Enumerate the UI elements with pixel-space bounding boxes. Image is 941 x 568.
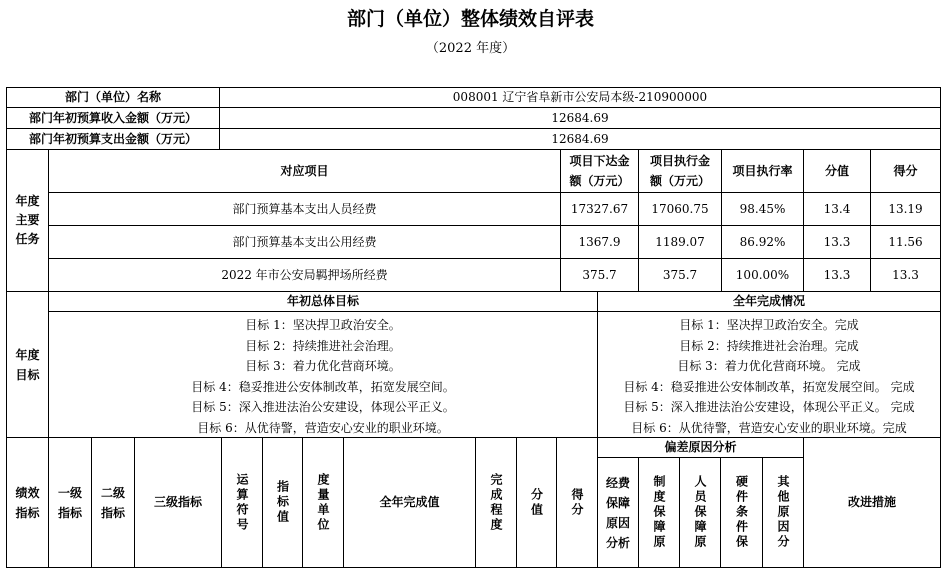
task-row-score-value: 13.4 (803, 192, 871, 226)
ind-operator-header: 运算符号 (221, 437, 263, 568)
task-row-executed: 17060.75 (638, 192, 722, 226)
indicators-section-label: 绩效指标 (6, 437, 49, 568)
unit-income-label: 部门年初预算收入金额（万元） (6, 107, 220, 129)
deviation-col-personnel: 人员保障原 (679, 457, 721, 568)
ind-score-header: 得分 (556, 437, 598, 568)
goal-item: 目标 2：持续推进社会治理。 (245, 338, 401, 353)
unit-name-label: 部门（单位）名称 (6, 87, 220, 108)
task-row-score: 11.56 (870, 225, 941, 259)
goals-completion-list (597, 311, 941, 438)
task-row-executed: 375.7 (638, 258, 722, 292)
tasks-section-label (6, 149, 49, 292)
completion-item: 目标 4：稳妥推进公安体制改革，拓宽发展空间。 完成 (623, 379, 915, 394)
goals-initial-header: 年初总体目标 (48, 291, 598, 312)
task-row-score: 13.3 (870, 258, 941, 292)
completion-item: 目标 2：持续推进社会治理。完成 (679, 338, 859, 353)
unit-expense-value: 12684.69 (219, 128, 941, 150)
ind-score-value-header: 分值 (516, 437, 557, 568)
task-row-score-value: 13.3 (803, 225, 871, 259)
goals-completion-header: 全年完成情况 (597, 291, 941, 312)
completion-item: 目标 1：坚决捍卫政治安全。完成 (679, 318, 859, 332)
task-row-rate: 98.45% (721, 192, 804, 226)
unit-name-value: 008001 辽宁省阜新市公安局本级-210900000 (219, 87, 941, 108)
ind-level1-header: 一级指标 (48, 437, 92, 568)
deviation-col-system: 制度保障原 (638, 457, 680, 568)
deviation-col-other: 其他原因分 (762, 457, 804, 568)
goal-item: 目标 3：着力优化营商环境。 (245, 359, 401, 373)
page-year: （2022 年度） (425, 41, 516, 56)
unit-expense-label: 部门年初预算支出金额（万元） (6, 128, 220, 150)
task-row-project: 2022 年市公安局羁押场所经费 (48, 258, 561, 292)
task-row-project: 部门预算基本支出公用经费 (48, 225, 561, 259)
ind-level3-header: 三级指标 (134, 437, 222, 568)
ind-target-header: 指标值 (262, 437, 303, 568)
task-row-score: 13.19 (870, 192, 941, 226)
tasks-header-rate: 项目执行率 (721, 149, 804, 193)
completion-item: 目标 5：深入推进法治公安建设，体现公平正义。 完成 (623, 400, 915, 414)
tasks-header-executed: 项目执行金额（万元） (638, 149, 722, 193)
task-row-allocated: 17327.67 (560, 192, 639, 226)
deviation-header: 偏差原因分析 (597, 437, 804, 458)
goals-section-label (6, 291, 49, 438)
ind-degree-header: 完成程度 (475, 437, 517, 568)
goals-section-label-text: 年度目标 (15, 347, 40, 382)
task-row-allocated: 1367.9 (560, 225, 639, 259)
unit-income-value: 12684.69 (219, 107, 941, 129)
goals-initial-list (48, 311, 598, 438)
task-row-rate: 86.92% (721, 225, 804, 259)
ind-unit-header: 度量单位 (302, 437, 344, 568)
task-row-project: 部门预算基本支出人员经费 (48, 192, 561, 226)
deviation-col-hardware: 硬件条件保 (720, 457, 763, 568)
task-row-score-value: 13.3 (803, 258, 871, 292)
ind-annual-value-header: 全年完成值 (343, 437, 476, 568)
tasks-header-score-value: 分值 (803, 149, 871, 193)
tasks-section-label-text: 年度主要任务 (15, 194, 40, 246)
tasks-header-allocated: 项目下达金额（万元） (560, 149, 639, 193)
goal-item: 目标 6：从优待警，营造安心安业的职业环境。 (197, 420, 449, 435)
improve-header: 改进措施 (803, 437, 941, 568)
completion-item: 目标 6：从优待警，营造安心安业的职业环境。完成 (631, 420, 907, 435)
goal-item: 目标 4：稳妥推进公安体制改革，拓宽发展空间。 (191, 379, 455, 394)
task-row-executed: 1189.07 (638, 225, 722, 259)
page-title: 部门（单位）整体绩效自评表 (346, 8, 594, 30)
task-row-rate: 100.00% (721, 258, 804, 292)
goal-item: 目标 1：坚决捍卫政治安全。 (245, 318, 401, 332)
ind-level2-header: 二级指标 (91, 437, 135, 568)
goal-item: 目标 5：深入推进法治公安建设，体现公平正义。 (191, 400, 455, 414)
completion-item: 目标 3：着力优化营商环境。 完成 (677, 359, 861, 373)
tasks-header-score: 得分 (870, 149, 941, 193)
task-row-allocated: 375.7 (560, 258, 639, 292)
tasks-header-project: 对应项目 (48, 149, 561, 193)
deviation-col-funding: 经费保障原因分析 (597, 457, 639, 568)
